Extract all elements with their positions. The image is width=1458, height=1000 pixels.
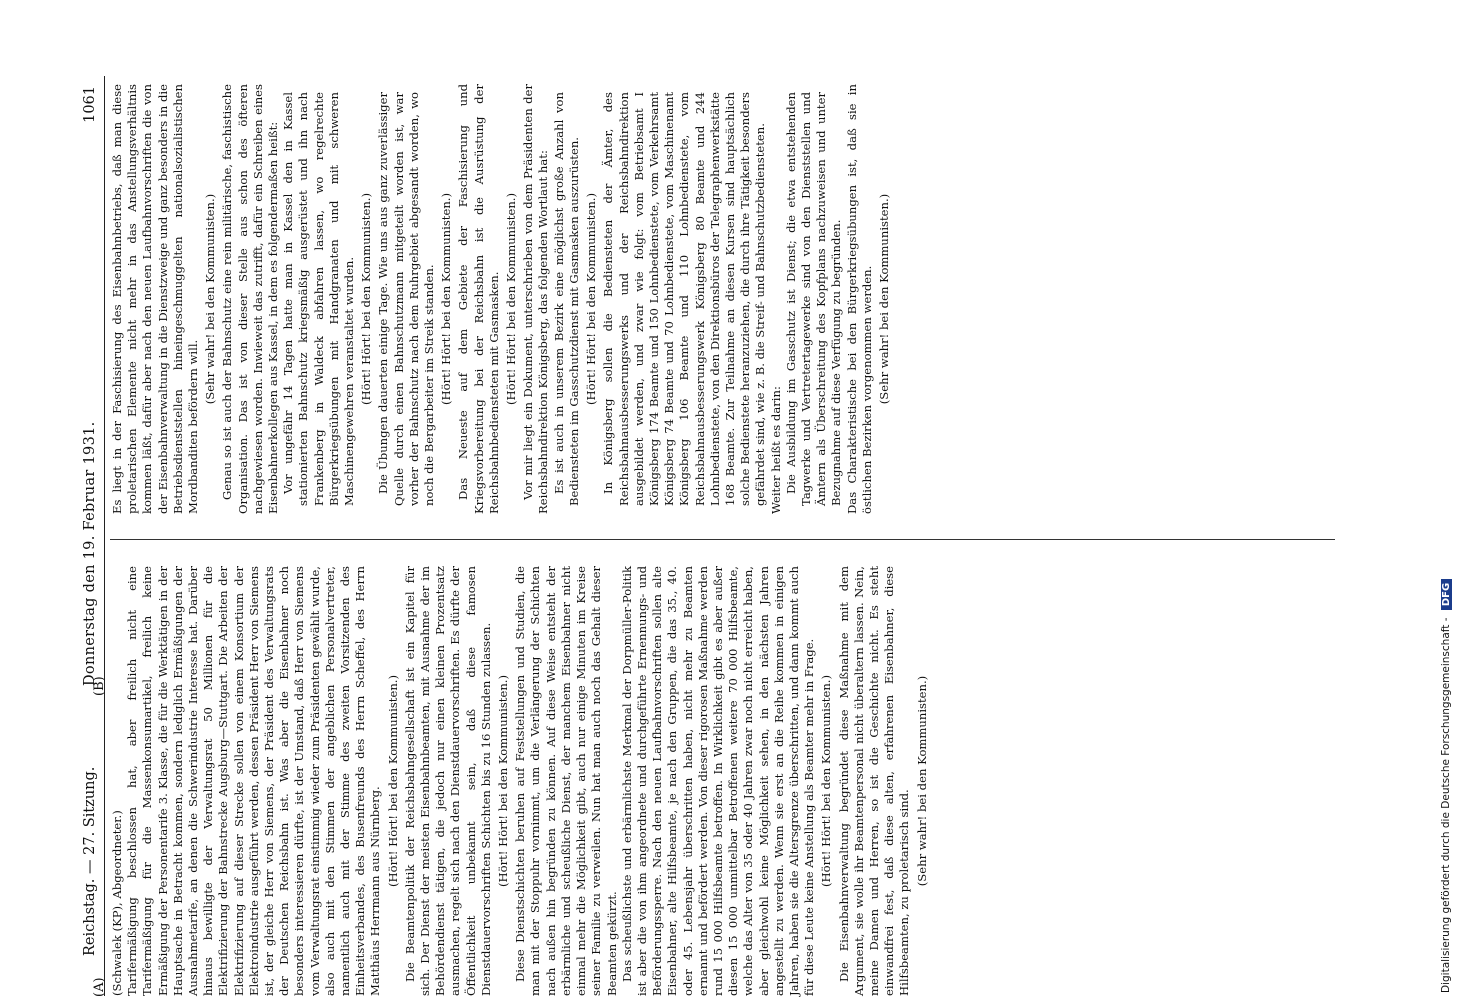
paragraph: Die Eisenbahnverwaltung begründet diese Maßnahme mit dem Argument, sie wolle ihr Beamtenpersonal nicht überaltern lassen. Nein, meine Damen und Herren, so ist die Geschichte nicht. Es steht einwandfrei fest, daß diese alten, erfahrenen Eisenbahner, diese Hilfsbeamten, zu proletarisch sind. bbox=[836, 566, 912, 996]
quoted-text: Vor ungefähr 14 Tagen hatte man in Kassel den in Kassel stationierten Bahnschutz kriegsmäßig ausgerüstet und ihn nach Frankenberg in Waldeck abfahren lassen, wo regelrechte Bürgerkriegsübungen mit Handgranaten und mit schweren Maschinengewehren veranstaltet wurden. bbox=[281, 92, 357, 506]
paragraph: Die Beamtenpolitik der Reichsbahngesellschaft ist ein Kapitel für sich. Der Dienst der meisten Eisenbahnbeamten, mit Ausnahme der im Behördendienst tätigen, die jedoch nur einen kleinen Prozentsatz ausmachen, regelt sich nach den Dienstdauervorschriften. Es dürfte der Öffentlichkeit unbekannt sein, daß diese famosen Dienstdauervorschriften Schichten bis zu 16 Stunden zulassen. bbox=[402, 566, 493, 996]
left-column bbox=[92, 566, 932, 997]
header-date: Donnerstag den 19. Februar 1931. bbox=[82, 421, 98, 686]
page-header bbox=[82, 76, 102, 996]
paragraph: Genau so ist auch der Bahnschutz eine rein militärische, faschistische Organisation. Das ist von dieser Stelle aus schon des öfteren nachgewiesen worden. Inwieweit das zutrifft, dafür ein Schreiben eines Eisenbahnerkollegen aus Kassel, in dem es folgendermaßen heißt: bbox=[220, 84, 281, 514]
column-separator bbox=[110, 539, 1335, 540]
paragraph: Tarifermäßigung beschlossen hat, aber freilich nicht eine Tarifermäßigung für die Massenkonsumartikel, freilich keine Ermäßigung der Personentarife 3. Klasse, die für die Werktätigen in der Hauptsache in Betracht kommen, sondern lediglich Ermäßigungen der Ausnahmetarife, an denen die Schwerindustrie Interesse hat. Darüber hinaus bewilligte der Verwaltungsrat 50 Millionen für die Elektrifizierung der Bahnstrecke Augsburg—Stuttgart. Die Arbeiten der Elektrifizierung auf dieser Strecke sollen von einem Konsortium der Elektroindustrie ausgeführt werden, dessen Präsident Herr von Siemens ist, der gleiche Herr von Siemens, der Präsident des Verwaltungsrats der Deutschen Reichsbahn ist. Was aber die Eisenbahner noch besonders interessieren dürfte, ist der Umstand, daß Herr von Siemens vom Verwaltungsrat einstimmig wieder zum Präsidenten gewählt wurde, also auch mit den Stimmen der angeblichen Personalvertreter, namentlich auch mit der Stimme des zweiten Vorsitzenden des Einheitsverbandes, des Busenfreunds des Herrn Scheffel, des Herrn Matthäus Herrmann aus Nürnberg. bbox=[125, 566, 383, 996]
interjection: (Hört! Hört! bei den Kommunisten.) bbox=[359, 193, 374, 406]
header-rule bbox=[104, 76, 105, 996]
rotated-page bbox=[82, 76, 1352, 996]
quoted-text: Die Ausbildung im Gasschutz ist Dienst; die etwa entstehenden Tagwerke und Vertretertagewerke sind von den Dienststellen und Ämtern als Überschreitung des Kopfplans nachzuweisen und unter Bezugnahme auf diese Verfügung zu begründen. bbox=[783, 92, 844, 506]
interjection: (Hört! Hört! bei den Kommunisten.) bbox=[584, 193, 599, 406]
paragraph: Diese Dienstschichten beruhen auf Feststellungen und Studien, die man mit der Stoppuhr vornimmt, um die Verlängerung der Schichten nach außen hin begründen zu können. Auf diese Weise entsteht der erbärmliche und scheußliche Dienst, der manchem Eisenbahner nicht einmal mehr die Möglichkeit gibt, auch nur einige Minuten im Kreise seiner Familie zu verweilen. Nun hat man auch noch das Gehalt dieser Beamten gekürzt. bbox=[513, 566, 619, 996]
interjection: (Hört! Hört! bei den Kommunisten.) bbox=[439, 193, 454, 406]
paragraph: Das Neueste auf dem Gebiete der Faschisierung und Kriegsvorbereitung bei der Reichsbahn ist die Ausrüstung der Reichsbahnbediensteten mit Gasmasken. bbox=[456, 84, 501, 514]
quoted-text: Es ist auch in unserem Bezirk eine möglichst große Anzahl von Bediensteten im Gasschutzdienst mit Gasmasken auszurüsten. bbox=[551, 92, 581, 506]
page-number: 1061 bbox=[82, 86, 98, 123]
paragraph: Das scheußlichste und erbärmlichste Merkmal der Dorpmüller-Politik ist aber die von ihm angeordnete und durchgeführte Ernennungs- und Beförderungssperre. Nach den neuen Laufbahnvorschriften sollen alte Eisenbahner, alte Hilfsbeamte, je nach den Gruppen, die das 35., 40. oder 45. Lebensjahr überschritten haben, nicht mehr zu Beamten ernannt und befördert werden. Von dieser rigorosen Maßnahme werden rund 15 000 Hilfsbeamte betroffen. In Wirklichkeit gibt es aber außer diesen 15 000 unmittelbar Betroffenen weitere 70 000 Hilfsbeamte, welche das Alter von 35 oder 40 Jahren zwar noch nicht erreicht haben, aber gleichwohl keine Möglichkeit sehen, in den nächsten Jahren angestellt zu werden. Wenn sie erst an die Reihe kommen in einigen Jahren, haben sie die Altersgrenze überschritten, und dann kommt auch für diese Leute keine Anstellung als Beamter mehr in Frage. bbox=[619, 566, 817, 996]
interjection: (Hört! Hört! bei den Kommunisten.) bbox=[819, 675, 834, 888]
dfg-logo: DFG bbox=[1441, 579, 1452, 610]
quoted-text: In Königsberg sollen die Bediensteten der Ämter, des Reichsbahnausbesserungswerks und der Reichsbahndirektion ausgebildet werden, und zwar wie folgt: vom Betriebsamt I Königsberg 174 Beamte und 150 Lohnbedienstete, vom Verkehrsamt Königsberg 74 Beamte und 70 Lohnbedienstete, vom Maschinenamt Königsberg 106 Beamte und 110 Lohnbedienstete, vom Reichsbahnausbesserungswerk Königsberg 80 Beamte und 244 Lohnbedienstete, von den Direktionsbüros der Telegraphenwerkstätte 168 Beamte. Zur Teilnahme an diesen Kursen sind hauptsächlich solche Bedienstete heranzuziehen, die durch ihre Tätigkeit besonders gefährdet sind, wie z. B. die Streif- und Bahnschutzbediensteten. bbox=[601, 92, 768, 506]
interjection: (Hört! Hört! bei den Kommunisten.) bbox=[496, 675, 511, 888]
paragraph: Vor mir liegt ein Dokument, unterschrieben von dem Präsidenten der Reichsbahndirektion Königsberg, das folgenden Wortlaut hat: bbox=[521, 84, 551, 514]
interjection: (Hört! Hört! bei den Kommunisten.) bbox=[385, 675, 400, 888]
credit-text: Digitalisierung gefördert durch die Deutsche Forschungsgemeinschaft - bbox=[1440, 617, 1452, 993]
paragraph: Weiter heißt es darin: bbox=[768, 386, 783, 514]
interjection: (Sehr wahr! bei den Kommunisten.) bbox=[914, 675, 929, 887]
quoted-text: Die Übungen dauerten einige Tage. Wie uns aus ganz zuverlässiger Quelle durch einen Bahnschutzmann mitgeteilt worden ist, war vorher der Bahnschutz nach dem Ruhrgebiet abgesandt worden, wo noch die Bergarbeiter im Streik standen. bbox=[376, 92, 437, 506]
paragraph: Es liegt in der Faschisierung des Eisenbahnbetriebs, daß man diese proletarischen Elemente nicht mehr in das Anstellungsverhältnis kommen läßt, dafür aber nach den neuen Laufbahnvorschriften die von der Eisenbahnverwaltung in die Dienstzweige und ganz besonders in die Betriebsdienststellen hineingeschmuggelten nationalsozialistischen Mordbanditen befördern will. bbox=[110, 84, 201, 514]
margin-mark-a: (A) bbox=[92, 977, 107, 997]
interjection: (Sehr wahr! bei den Kommunisten.) bbox=[876, 193, 891, 405]
margin-mark-b: (B) bbox=[92, 676, 107, 696]
right-column bbox=[110, 84, 894, 514]
speaker-line: (Schwalek (KP), Abgeordneter.) bbox=[110, 810, 124, 996]
digitization-credit bbox=[1440, 8, 1458, 993]
interjection: (Hört! Hört! bei den Kommunisten.) bbox=[504, 193, 519, 406]
interjection: (Sehr wahr! bei den Kommunisten.) bbox=[203, 193, 218, 405]
paragraph: Das Charakteristische bei den Bürgerkriegsübungen ist, daß sie in östlichen Bezirken vorgenommen werden. bbox=[844, 84, 874, 514]
header-left: Reichstag. — 27. Sitzung. bbox=[82, 766, 98, 956]
